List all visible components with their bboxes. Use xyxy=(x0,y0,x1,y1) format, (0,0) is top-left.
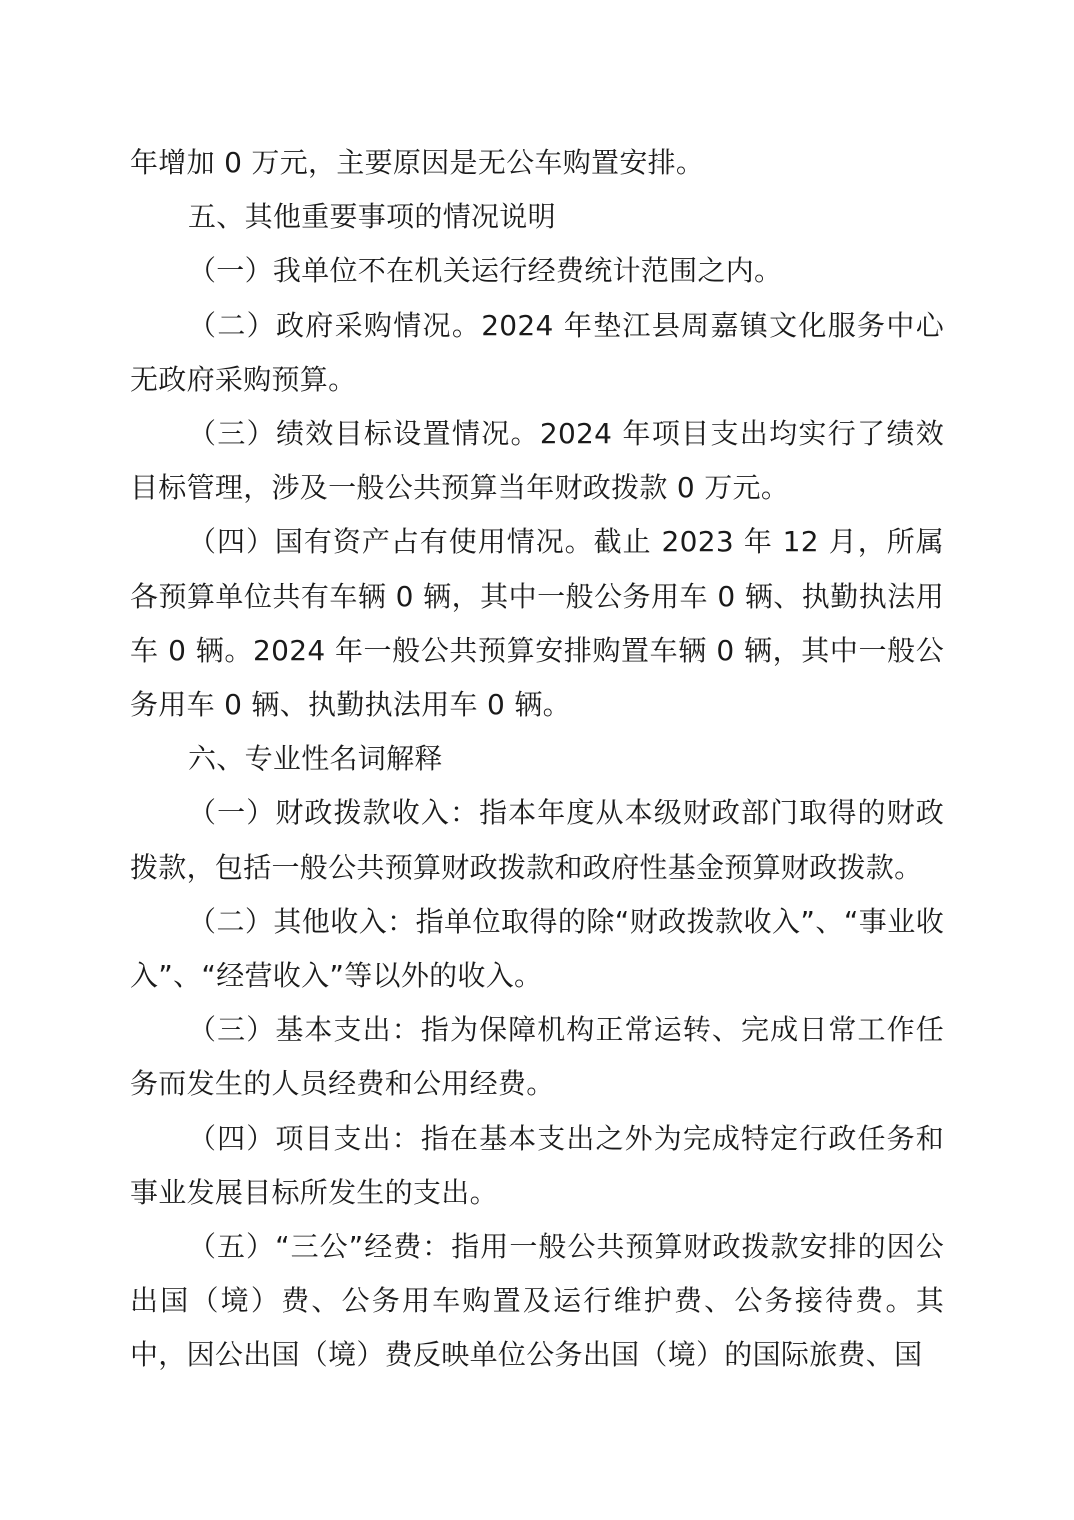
paragraph: （一）我单位不在机关运行经费统计范围之内。 xyxy=(188,254,783,288)
paragraph: （二）其他收入：指单位取得的除“财政拨款收入”、“事业收入”、“经营收入”等以外的收入。 xyxy=(130,904,944,993)
paragraph: 年增加 0 万元，主要原因是无公车购置安排。 xyxy=(130,146,705,179)
paragraph: （四）国有资产占有使用情况。截止 2023 年 12 月，所属各预算单位共有车辆 0 辆，其中一般公务用车 0 辆、执勤执法用车 0 辆。2024 年一般公共预算安排购置车辆 0 辆，其中一般公务用车 0 辆、执勤执法用车 0 辆。 xyxy=(130,525,944,722)
paragraph: （三）绩效目标设置情况。2024 年项目支出均实行了绩效目标管理，涉及一般公共预算当年财政拨款 0 万元。 xyxy=(130,417,944,505)
section-heading: 六、专业性名词解释 xyxy=(188,742,443,776)
section-heading: 五、其他重要事项的情况说明 xyxy=(188,200,556,234)
paragraph: （三）基本支出：指为保障机构正常运转、完成日常工作任务而发生的人员经费和公用经费。 xyxy=(130,1013,944,1101)
document-body xyxy=(130,136,944,1383)
paragraph: （一）财政拨款收入：指本年度从本级财政部门取得的财政拨款，包括一般公共预算财政拨款和政府性基金预算财政拨款。 xyxy=(130,796,944,884)
paragraph: （二）政府采购情况。2024 年垫江县周嘉镇文化服务中心无政府采购预算。 xyxy=(130,308,944,396)
paragraph: （四）项目支出：指在基本支出之外为完成特定行政任务和事业发展目标所发生的支出。 xyxy=(130,1121,944,1209)
paragraph: （五）“三公”经费：指用一般公共预算财政拨款安排的因公出国（境）费、公务用车购置及运行维护费、公务接待费。其中，因公出国（境）费反映单位公务出国（境）的国际旅费、国 xyxy=(130,1230,944,1372)
